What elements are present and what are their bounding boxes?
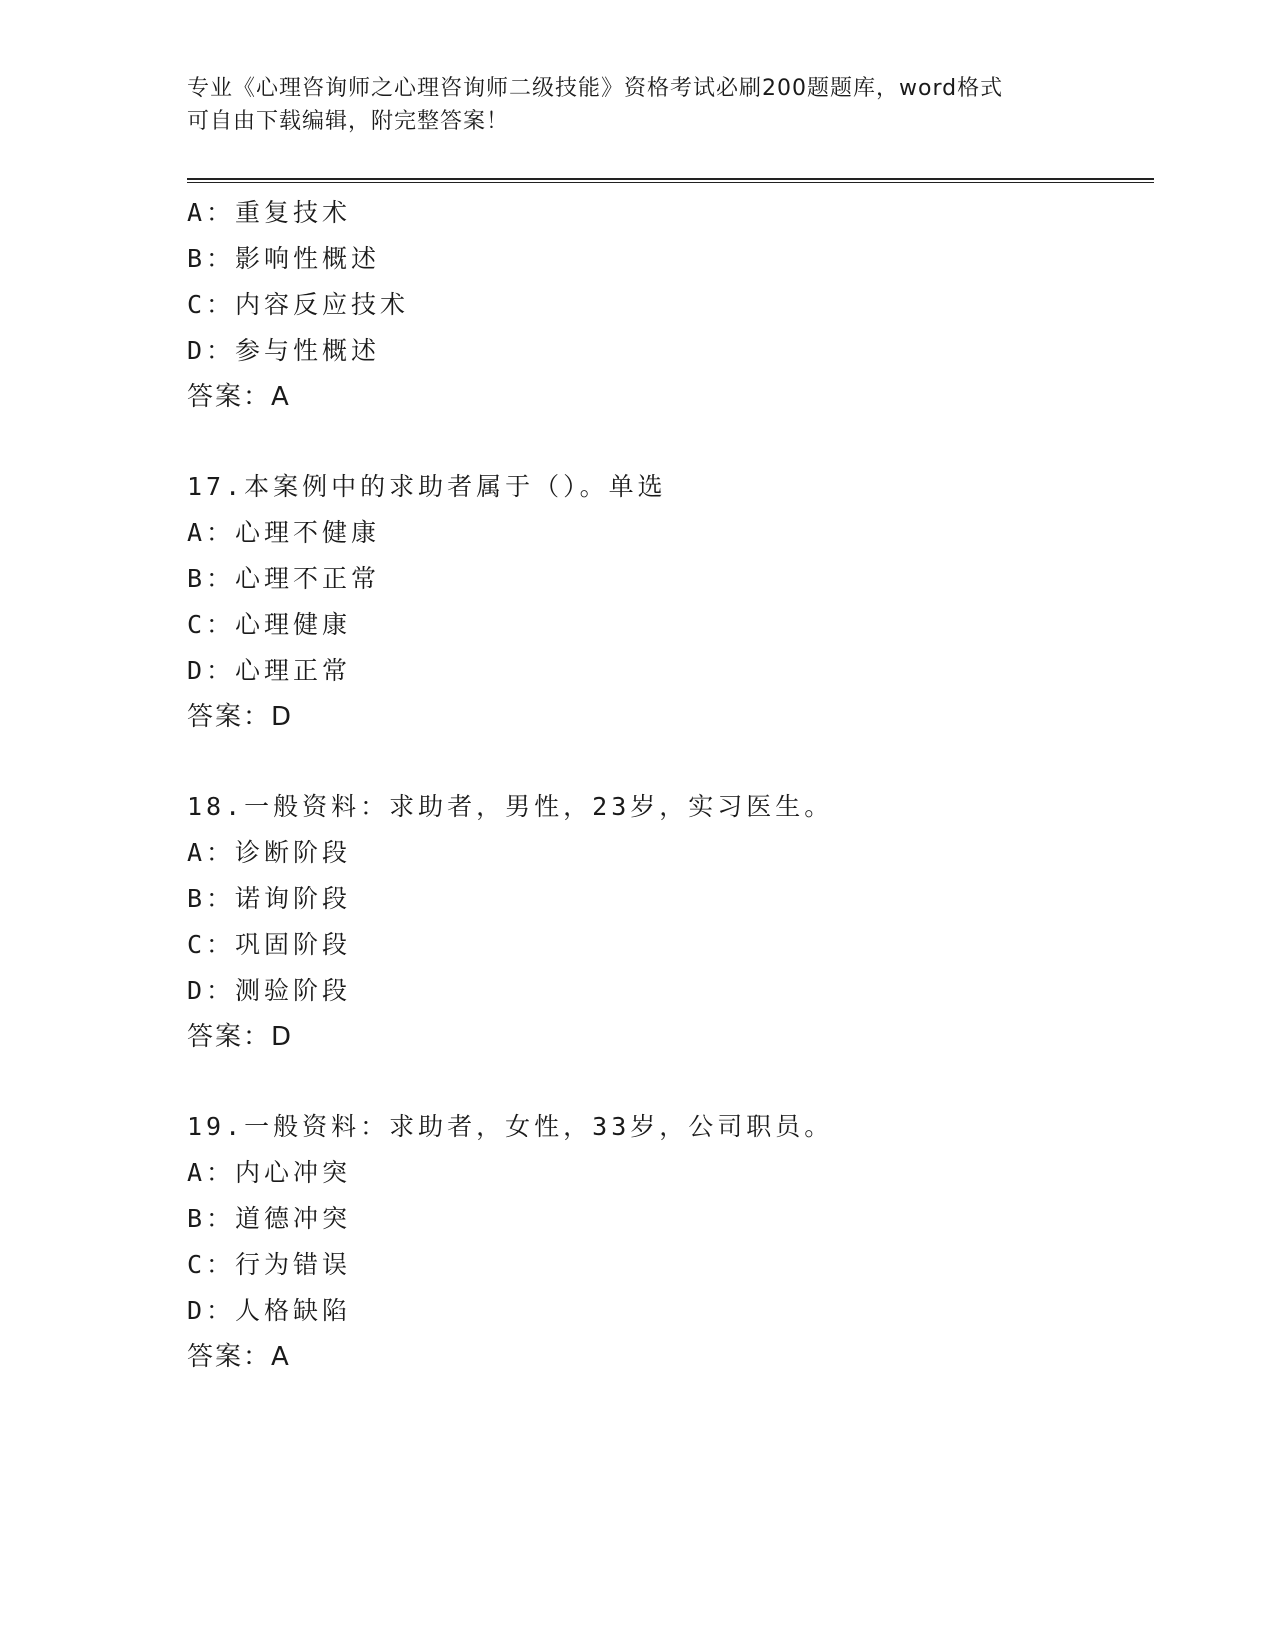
question-block [187, 1104, 1147, 1380]
answer-line [187, 374, 1147, 420]
option-b: B：心理不正常 [187, 564, 381, 593]
question-text: 18.一般资料：求助者，男性，23岁，实习医生。 [187, 792, 834, 821]
option-a: A：重复技术 [187, 198, 352, 227]
answer-label: 答案： [187, 1022, 272, 1052]
option-c: C：巩固阶段 [187, 930, 352, 959]
answer-value: A [271, 382, 290, 412]
question-text: 17.本案例中的求助者属于（）。单选 [187, 472, 667, 501]
question-block [187, 190, 1147, 420]
option-d: D：人格缺陷 [187, 1296, 352, 1325]
option-b: B：影响性概述 [187, 244, 381, 273]
header-line-1: 专业《心理咨询师之心理咨询师二级技能》资格考试必刷200题题库，word格式 [187, 76, 1004, 101]
question-block [187, 464, 1147, 740]
option-a: A：内心冲突 [187, 1158, 352, 1187]
answer-label: 答案： [187, 382, 272, 412]
option-a: A：诊断阶段 [187, 838, 352, 867]
question-text: 19.一般资料：求助者，女性，33岁，公司职员。 [187, 1112, 834, 1141]
document-header [187, 72, 1087, 138]
option-c: C：内容反应技术 [187, 290, 410, 319]
header-rule-thin [187, 182, 1154, 183]
option-d: D：参与性概述 [187, 336, 381, 365]
header-rule-thick [187, 178, 1154, 180]
question-block [187, 784, 1147, 1060]
header-line-2: 可自由下载编辑，附完整答案！ [187, 109, 510, 134]
answer-value: A [271, 1342, 290, 1372]
answer-label: 答案： [187, 702, 272, 732]
question-list [187, 190, 1147, 1380]
answer-label: 答案： [187, 1342, 272, 1372]
answer-line [187, 694, 1147, 740]
option-d: D：测验阶段 [187, 976, 352, 1005]
answer-line [187, 1014, 1147, 1060]
answer-value: D [271, 702, 293, 732]
option-c: C：行为错误 [187, 1250, 352, 1279]
option-d: D：心理正常 [187, 656, 352, 685]
option-c: C：心理健康 [187, 610, 352, 639]
option-b: B：道德冲突 [187, 1204, 352, 1233]
option-a: A：心理不健康 [187, 518, 381, 547]
answer-value: D [271, 1022, 293, 1052]
answer-line [187, 1334, 1147, 1380]
option-b: B：诺询阶段 [187, 884, 352, 913]
